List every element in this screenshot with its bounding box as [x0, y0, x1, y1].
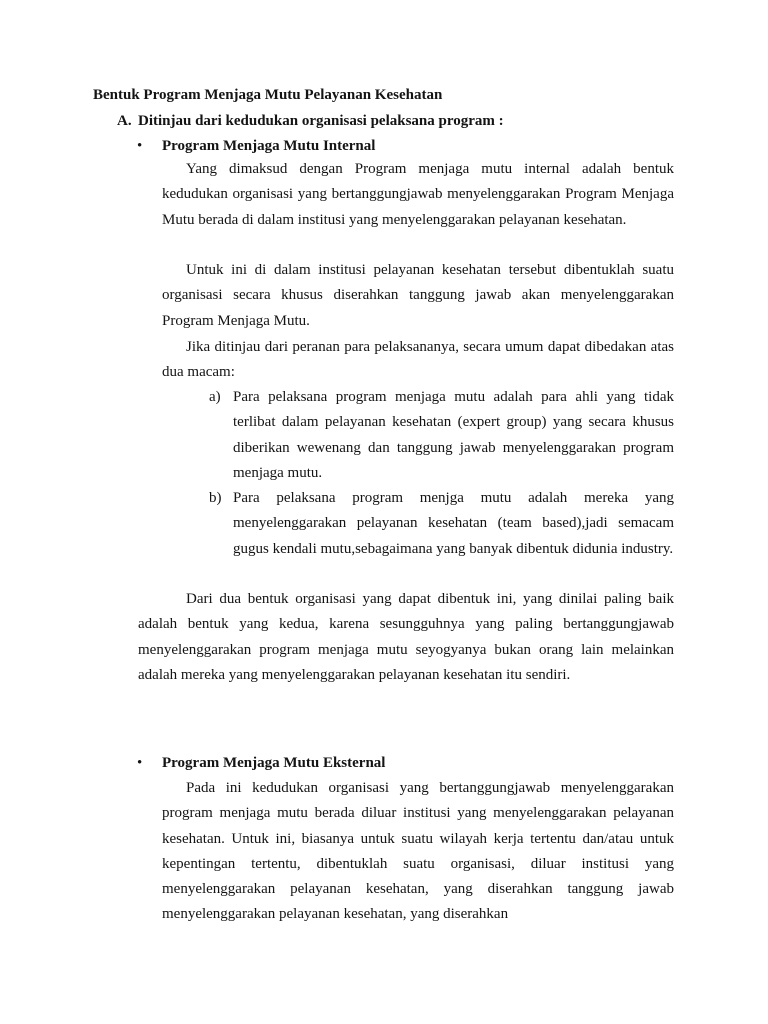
- bullet-icon: •: [137, 755, 143, 771]
- list-marker-a: a): [209, 389, 221, 405]
- bullet-icon: •: [137, 138, 143, 154]
- internal-paragraph-2: Untuk ini di dalam institusi pelayanan kesehatan tersebut dibentuklah suatu organisasi secara khusus diserahkan tanggung jawab akan menyelenggarakan Program Menjaga Mutu.: [162, 262, 674, 329]
- external-paragraph-text: Pada ini kedudukan organisasi yang bertanggungjawab menyelenggarakan program menjaga mutu berada diluar institusi yang menyelenggarakan pelayanan kesehatan. Untuk ini, biasanya untuk suatu wilayah kerja tertentu dan/atau untuk kepentingan tertentu, dibentuklah suatu organisasi, diluar institusi yang menyelenggarakan pelayanan kesehatan, yang diserahkan tanggung jawab menyelenggarakan pelayanan kesehatan, yang diserahkan: [162, 780, 674, 923]
- external-heading: [137, 755, 385, 772]
- list-text-b: Para pelaksana program menjga mutu adalah mereka yang menyelenggarakan pelayanan kesehatan (team based),jadi semacam gugus kendali mutu,sebagaimana yang banyak dibentuk didunia industry.: [233, 490, 674, 557]
- internal-heading: [137, 138, 375, 155]
- list-text-a: Para pelaksana program menjaga mutu adalah para ahli yang tidak terlibat dalam pelayanan kesehatan (expert group) yang secara khusus diberikan wewenang dan tanggung jawab menyelenggarakan program menjaga mutu.: [233, 389, 674, 481]
- section-a-heading-text: Ditinjau dari kedudukan organisasi pelaksana program :: [138, 113, 504, 129]
- document-title: Bentuk Program Menjaga Mutu Pelayanan Kesehatan: [93, 87, 443, 103]
- list-item-b: [209, 486, 674, 562]
- section-a-marker: A.: [117, 113, 132, 129]
- list-item-a: [209, 385, 674, 486]
- internal-paragraph-1: Yang dimaksud dengan Program menjaga mutu internal adalah bentuk kedudukan organisasi yang bertanggungjawab menyelenggarakan Program Menjaga Mutu berada di dalam institusi yang menyelenggarakan pelayanan kesehatan.: [162, 161, 674, 228]
- list-marker-b: b): [209, 490, 222, 506]
- internal-conclusion: Dari dua bentuk organisasi yang dapat dibentuk ini, yang dinilai paling baik adalah bentuk yang kedua, karena sesungguhnya yang paling bertanggungjawab menyelenggarakan program menjaga mutu seyogyanya bukan orang lain melainkan adalah mereka yang menyelenggarakan pelayanan kesehatan itu sendiri.: [138, 591, 674, 683]
- internal-paragraph-3: Jika ditinjau dari peranan para pelaksananya, secara umum dapat dibedakan atas dua macam:: [162, 339, 674, 381]
- internal-heading-text: Program Menjaga Mutu Internal: [162, 138, 376, 154]
- external-heading-text: Program Menjaga Mutu Eksternal: [162, 755, 386, 771]
- section-a-heading: [117, 113, 504, 130]
- external-paragraph-1: [162, 776, 674, 928]
